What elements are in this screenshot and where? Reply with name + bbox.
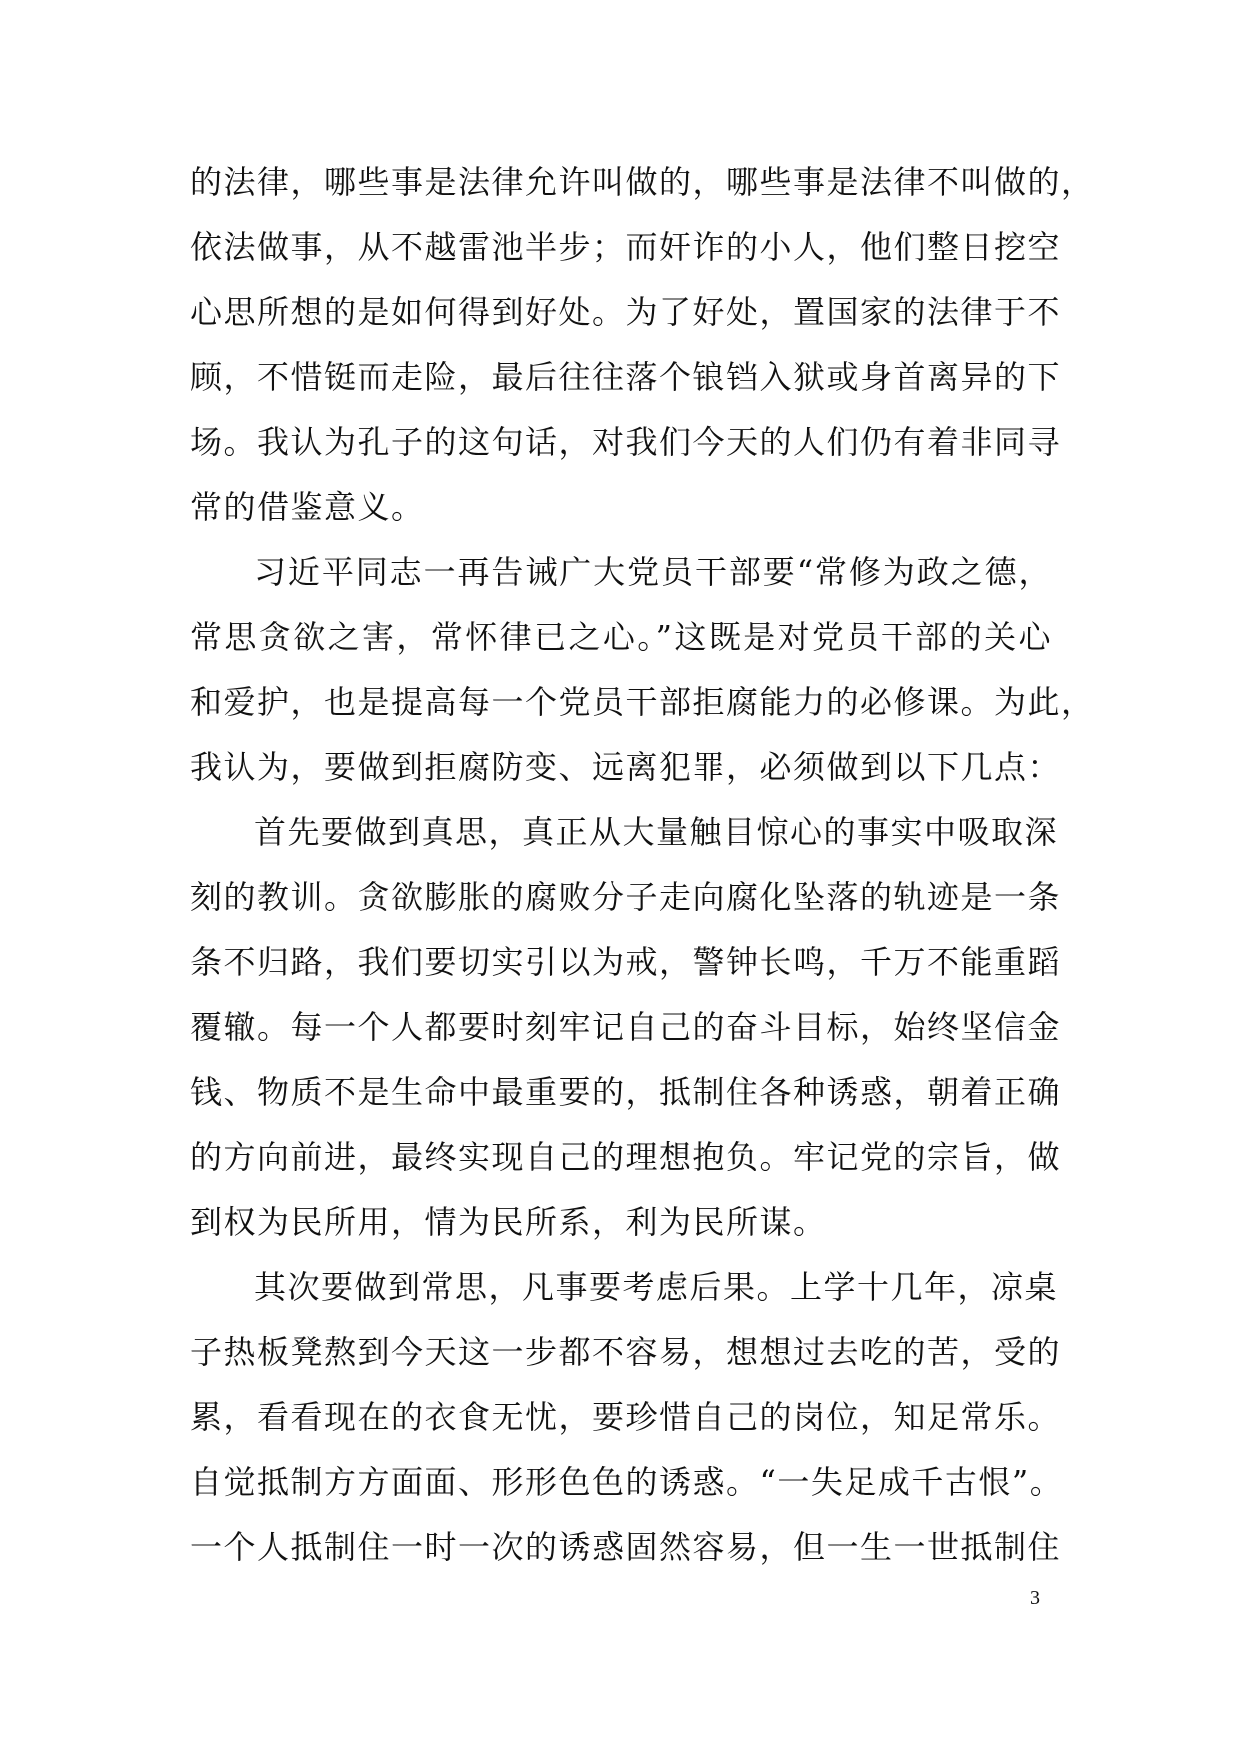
text-line: 的法律，哪些事是法律允许叫做的，哪些事是法律不叫做的， <box>190 163 1095 201</box>
text-line: 常的借鉴意义。 <box>190 488 425 526</box>
text-line: 一个人抵制住一时一次的诱惑固然容易，但一生一世抵制住 <box>190 1528 1062 1566</box>
text-line: 的方向前进，最终实现自己的理想抱负。牢记党的宗旨，做 <box>190 1138 1062 1176</box>
text-line: 钱、物质不是生命中最重要的，抵制住各种诱惑，朝着正确 <box>190 1073 1062 1111</box>
text-line: 条不归路，我们要切实引以为戒，警钟长鸣，千万不能重蹈 <box>190 943 1062 981</box>
text-line: 覆辙。每一个人都要时刻牢记自己的奋斗目标，始终坚信金 <box>190 1008 1062 1046</box>
text-line: 常思贪欲之害，常怀律已之心。”这既是对党员干部的关心 <box>190 618 1052 656</box>
text-line: 首先要做到真思，真正从大量触目惊心的事实中吸取深 <box>254 813 1059 851</box>
text-line: 习近平同志一再告诫广大党员干部要“常修为政之德， <box>254 553 1052 591</box>
text-line: 累，看看现在的衣食无忧，要珍惜自己的岗位，知足常乐。 <box>190 1398 1062 1436</box>
text-line: 刻的教训。贪欲膨胀的腐败分子走向腐化坠落的轨迹是一条 <box>190 878 1062 916</box>
text-line: 顾，不惜铤而走险，最后往往落个锒铛入狱或身首离异的下 <box>190 358 1062 396</box>
text-line: 到权为民所用，情为民所系，利为民所谋。 <box>190 1203 827 1241</box>
text-line: 其次要做到常思，凡事要考虑后果。上学十几年，凉桌 <box>254 1268 1059 1306</box>
text-line: 我认为，要做到拒腐防变、远离犯罪，必须做到以下几点： <box>190 748 1062 786</box>
text-line: 场。我认为孔子的这句话，对我们今天的人们仍有着非同寻 <box>190 423 1062 461</box>
text-line: 和爱护，也是提高每一个党员干部拒腐能力的必修课。为此， <box>190 683 1095 721</box>
text-line: 依法做事，从不越雷池半步；而奸诈的小人，他们整日挖空 <box>190 228 1062 266</box>
page-number: 3 <box>1030 1587 1040 1609</box>
text-line: 子热板凳熬到今天这一步都不容易，想想过去吃的苦，受的 <box>190 1333 1062 1371</box>
body-text <box>190 150 1095 1580</box>
text-line: 自觉抵制方方面面、形形色色的诱惑。“一失足成千古恨”。 <box>190 1463 1064 1501</box>
text-line: 心思所想的是如何得到好处。为了好处，置国家的法律于不 <box>190 293 1062 331</box>
